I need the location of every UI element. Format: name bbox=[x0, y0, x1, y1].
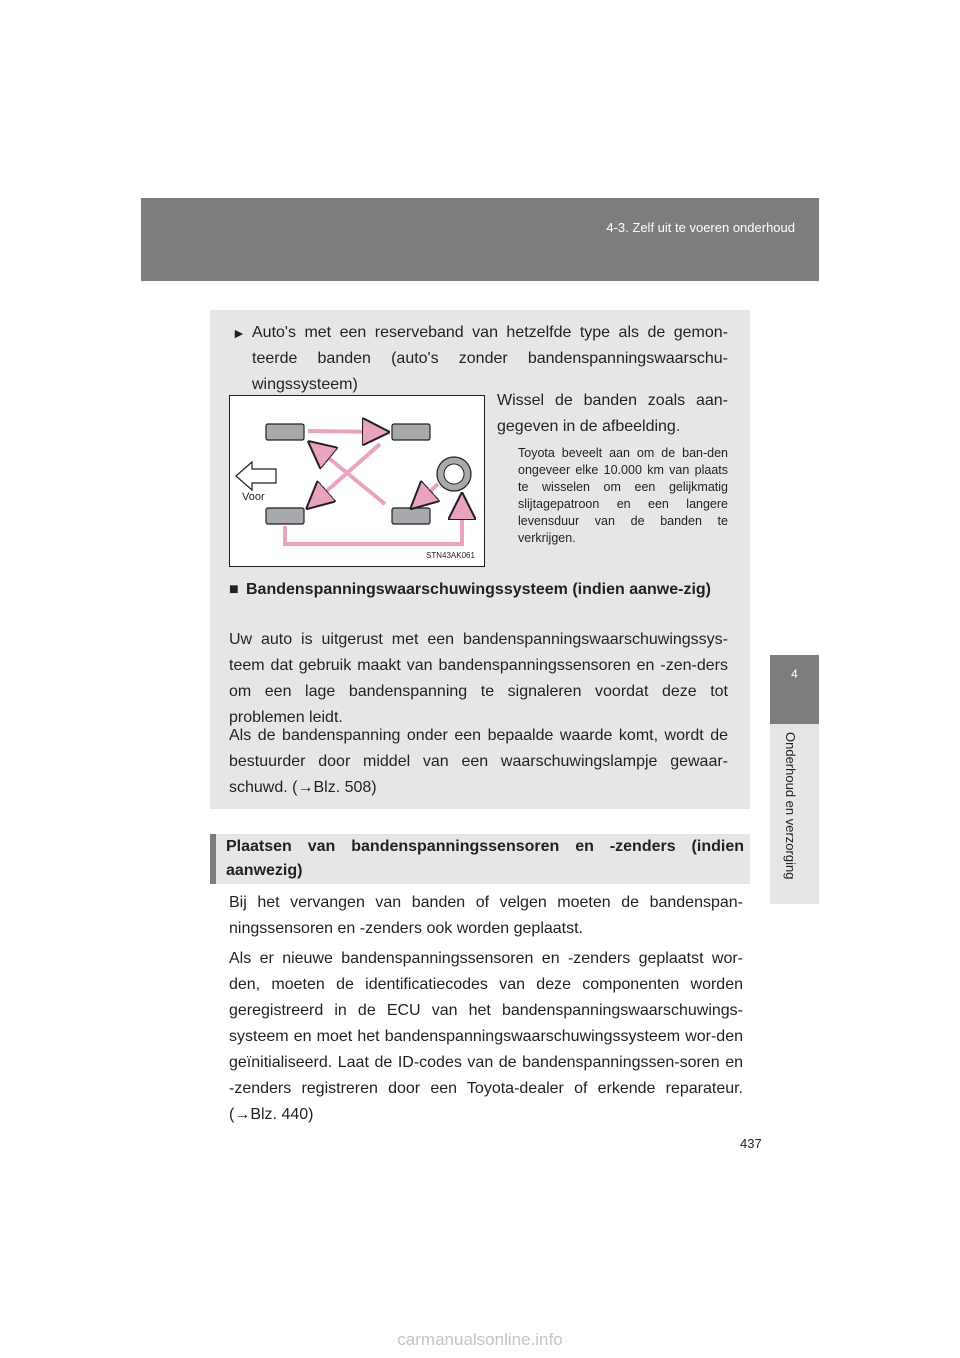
bullet-text: Auto's met een reserveband van hetzelfde type als de gemon-teerde banden (auto's zonder bandenspanningswaarschu-wingssysteem) bbox=[252, 324, 728, 393]
section-paragraph-2: Als er nieuwe bandenspanningssensoren en -zenders geplaatst wor-den, moeten de identificatiecodes van deze componenten worden geregistreerd in de ECU van het bandenspanningswaarschuwings-systeem en moet het bandenspanningswaarschuwingssysteem wor-den geïnitialiseerd. Laat de ID-codes van de bandenspanningssen-soren en -zenders registreren door een Toyota-dealer of erkende reparateur. (→Blz. 440) bbox=[229, 950, 743, 1123]
section-heading: Plaatsen van bandenspanningssensoren en -zenders (indien aanwezig) bbox=[226, 838, 744, 879]
chapter-tab[interactable] bbox=[770, 655, 819, 724]
tire-rear-left bbox=[392, 424, 430, 440]
chapter-number: 4 bbox=[791, 667, 798, 681]
bullet-item bbox=[232, 320, 728, 398]
section-title: 4-3. Zelf uit te voeren onderhoud bbox=[606, 220, 795, 235]
tpms-paragraph-2: Als de bandenspanning onder een bepaalde waarde komt, wordt de bestuurder door middel van een waarschuwingslampje gewaar-schuwd. (→Blz. 508) bbox=[229, 727, 728, 796]
triangle-bullet-icon: ► bbox=[232, 325, 246, 341]
page-number: 437 bbox=[740, 1136, 762, 1151]
tire-front-right bbox=[266, 508, 304, 524]
spare-tire-icon bbox=[437, 457, 471, 491]
front-direction-arrow-icon bbox=[236, 462, 276, 490]
section-paragraph-1: Bij het vervangen van banden of velgen moeten de bandenspan-ningssensoren en -zenders ook worden geplaatst. bbox=[229, 894, 743, 937]
figure-caption: Wissel de banden zoals aan-gegeven in de afbeelding. bbox=[497, 392, 728, 435]
figure-note: Toyota beveelt aan om de ban-den ongeveer elke 10.000 km van plaats te wisselen om een gelijkmatig slijtagepatroon en een langere levensduur van de banden te verkrijgen. bbox=[518, 446, 728, 545]
section-heading-bar bbox=[210, 834, 750, 884]
tire-rear-right bbox=[392, 508, 430, 524]
tire-rotation-figure bbox=[229, 395, 485, 567]
rotation-arrow-spare bbox=[416, 484, 438, 504]
header-band bbox=[141, 198, 819, 281]
subheading-text: Bandenspanningswaarschuwingssysteem (indien aanwe-zig) bbox=[246, 581, 711, 598]
figure-code: STN43AK061 bbox=[426, 551, 475, 560]
rotation-arrow-bottom-loop bbox=[285, 500, 462, 544]
chapter-title: Onderhoud en verzorging bbox=[783, 732, 798, 880]
rotation-arrow-top bbox=[308, 431, 382, 432]
tpms-subheading bbox=[229, 577, 728, 603]
tpms-paragraph-1: Uw auto is uitgerust met een bandenspanningswaarschuwingssys-teem dat gebruik maakt van bandenspanningssensoren en -zen-ders om een lage bandenspanning te signaleren voordat deze tot problemen leidt. bbox=[229, 631, 728, 726]
watermark[interactable]: carmanualsonline.info bbox=[397, 1330, 563, 1349]
front-label: Voor bbox=[242, 491, 265, 503]
tire-front-left bbox=[266, 424, 304, 440]
square-bullet-icon: ■ bbox=[229, 581, 239, 598]
